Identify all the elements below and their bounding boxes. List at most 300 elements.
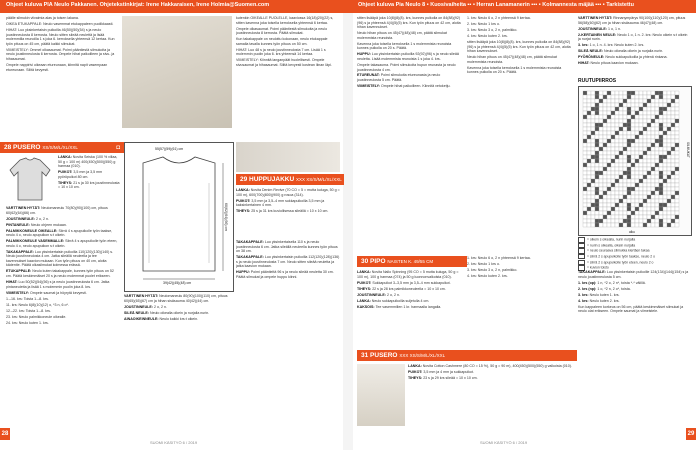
chart-cell: [603, 155, 607, 159]
chart-cell: [643, 207, 647, 211]
chart-cell: [667, 219, 671, 223]
chart-cell: [651, 163, 655, 167]
page-number-right: 29: [686, 428, 696, 440]
chart-cell: [635, 119, 639, 123]
chart-cell: [675, 203, 679, 207]
chart-cell: [635, 219, 639, 223]
paragraph-value: Neulo oikealla oikein ja nurjalla nurin.: [603, 49, 664, 54]
chart-cell: [651, 223, 655, 227]
paragraph-value: Neulo kuten 2. krs.: [589, 298, 620, 303]
chart-cell: [603, 143, 607, 147]
chart-cell: [635, 187, 639, 191]
chart-cell: [623, 211, 627, 215]
chart-cell: [631, 191, 635, 195]
chart-cell: [623, 99, 627, 103]
paragraph-key: 3. krs:: [578, 43, 590, 48]
paragraph: sitten lisääpä joka 10(8)(8)(8). krs, kunnes puikolla on 84(88)(92)(96) s ja yhteensä 4(4)(5)(5) krs. Kun työn pituus on 42 cm, aloita hihan kavennukset.: [467, 39, 571, 54]
chart-cell: [611, 127, 615, 131]
paragraph-key: HUPPU:: [357, 52, 372, 57]
chart-cell: [595, 107, 599, 111]
paragraph-value: Rinnanympärys 90(100)(110)(120) cm, pituus 56(58)(60)(62) cm ja hihan sisäsauma 46(47)(48) cm.: [578, 16, 686, 25]
chart-cell: [647, 131, 651, 135]
chart-cell: [651, 115, 655, 119]
chart-cell: [647, 175, 651, 179]
chart-cell: [611, 167, 615, 171]
chart-cell: [627, 155, 631, 159]
chart-cell: [583, 151, 587, 155]
paragraph: [236, 270, 340, 279]
material-line: [357, 270, 463, 279]
chart-cell: [663, 119, 667, 123]
chart-cell: [607, 95, 611, 99]
chart-cell: [623, 183, 627, 187]
right-col3-text: [578, 16, 690, 66]
chart-cell: [659, 127, 663, 131]
paragraph-key: HUPPU:: [236, 270, 251, 275]
chart-cell: [587, 203, 591, 207]
material-line-value: 22 s ja 28 krs palmikkoneuleella = 10 x 10 cm.: [372, 286, 446, 291]
chart-cell: [623, 111, 627, 115]
chart-cell: [631, 115, 635, 119]
chart-cell: [603, 183, 607, 187]
material-line: [357, 281, 463, 286]
chart-cell: [623, 167, 627, 171]
chart-cell: [583, 107, 587, 111]
chart-cell: [595, 91, 599, 95]
chart-cell: [615, 223, 619, 227]
chart-cell: [655, 203, 659, 207]
chart-cell: [651, 139, 655, 143]
chart-cell: [671, 179, 675, 183]
chart-cell: [591, 91, 595, 95]
chart-cell: [583, 183, 587, 187]
chart-cell: [627, 107, 631, 111]
chart-cell: [627, 183, 631, 187]
chart-cell: [595, 111, 599, 115]
chart-cell: [663, 163, 667, 167]
chart-cell: [635, 171, 639, 175]
chart-cell: [599, 159, 603, 163]
chart-cell: [619, 187, 623, 191]
pattern-28-body: [6, 206, 118, 386]
chart-cell: [647, 223, 651, 227]
chart-cell: [647, 159, 651, 163]
chart-cell: [587, 135, 591, 139]
chart-cell: [675, 103, 679, 107]
chart-cell: [611, 163, 615, 167]
paragraph: [124, 317, 232, 322]
chart-cell: [675, 151, 679, 155]
chart-cell: [599, 175, 603, 179]
chart-cell: [667, 107, 671, 111]
chart-cell: [619, 119, 623, 123]
chart-cell: [671, 127, 675, 131]
paragraph: sitten lisääpä joka 10(8)(8)(8). krs, kunnes puikolla on 84(88)(92)(96) s ja yhteensä 4(4)(5)(5) krs. Kun työn pituus on 42 cm, aloita hihan kavennukset.: [357, 16, 461, 30]
chart-cell: [667, 155, 671, 159]
diagram-top-label: 55(57)(59)(61) cm: [155, 147, 184, 151]
chart-cell: [631, 107, 635, 111]
chart-cell: [647, 207, 651, 211]
pattern-29-body-text-b: [236, 240, 340, 280]
chart-cell: [619, 175, 623, 179]
paragraph: VIIMEISTELY: Ommel olkasaumat. Poimi pääntiestä silmukoita ja neulo joustinneulosta 6 kerrosta. Ompele hihat paikoilleen ja sivu- ja hihasaumat.: [6, 47, 115, 61]
chart-cell: [631, 103, 635, 107]
chart-cell: [603, 95, 607, 99]
chart-cell: [583, 167, 587, 171]
chart-cell: [603, 207, 607, 211]
chart-cell: [603, 115, 607, 119]
chart-cell: [667, 151, 671, 155]
material-line-value: 21 s ja 30 krs joustinneulosta = 10 x 10 cm.: [58, 180, 120, 190]
chart-cell: [615, 91, 619, 95]
chart-cell: [607, 195, 611, 199]
chart-cell: [607, 215, 611, 219]
chart-cell: [631, 155, 635, 159]
chart-cell: [671, 159, 675, 163]
chart-cell: [675, 159, 679, 163]
chart-cell: [599, 107, 603, 111]
chart-cell: [655, 143, 659, 147]
chart-cell: [607, 135, 611, 139]
chart-cell: [595, 99, 599, 103]
chart-cell: [623, 91, 627, 95]
chart-cell: [643, 175, 647, 179]
chart-cell: [619, 199, 623, 203]
pattern-29-body-right: [236, 240, 340, 426]
chart-cell: [591, 175, 595, 179]
chart-cell: [651, 175, 655, 179]
chart-cell: [615, 135, 619, 139]
chart-cell: [615, 171, 619, 175]
paragraph: [578, 49, 690, 54]
chart-cell: [583, 131, 587, 135]
legend-label: = siirrä 2 s apupuikolle työn eteen, neulo 2 o: [587, 260, 654, 265]
paragraph: Ompele nappirivi oikeaan etureunaan, kiinnitä napit vasempaan etureunaan. Silitä kevyesti.: [6, 62, 108, 72]
paragraph: 4. krs: Neulo kuten 2. krs.: [467, 33, 508, 38]
chart-cell: [599, 151, 603, 155]
chart-cell: [635, 107, 639, 111]
chart-cell: [635, 211, 639, 215]
chart-cell: [587, 219, 591, 223]
chart-cell: [639, 139, 643, 143]
chart-cell: [627, 191, 631, 195]
chart-cell: [587, 163, 591, 167]
chart-cell: [587, 175, 591, 179]
chart-cell: [631, 171, 635, 175]
chart-cell: [663, 147, 667, 151]
chart-cell: [639, 115, 643, 119]
pattern-28-banner: [0, 142, 124, 153]
chart-cell: [607, 203, 611, 207]
chart-cell: [615, 187, 619, 191]
chart-cell: [583, 179, 587, 183]
chart-cell: [675, 183, 679, 187]
paragraph-key: JOUSTINNEULE:: [124, 304, 154, 309]
chart-cell: [675, 95, 679, 99]
material-line: [408, 364, 573, 369]
chart-cell: [619, 103, 623, 107]
paragraph-key: JOUSTINNEULE:: [6, 216, 36, 221]
paragraph-key: PINTANEULE:: [6, 222, 31, 227]
paragraph-key: HIHAT:: [6, 280, 19, 285]
paragraph-value: Neulo kuten 1. krs.: [589, 292, 620, 297]
chart-cell: [671, 91, 675, 95]
paragraph: [6, 223, 118, 228]
chart-cell: [603, 159, 607, 163]
paragraph: [578, 33, 690, 42]
chart-cell: [659, 187, 663, 191]
chart-cell: [659, 107, 663, 111]
chart-cell: [647, 211, 651, 215]
chart-cell: [639, 171, 643, 175]
chart-cell: [631, 167, 635, 171]
chart-cell: [667, 147, 671, 151]
chart-cell: [607, 119, 611, 123]
chart-cell: [655, 151, 659, 155]
chart-cell: [643, 131, 647, 135]
chart-cell: [663, 159, 667, 163]
material-line: [58, 170, 120, 179]
chart-cell: [587, 167, 591, 171]
chart-cell: [647, 135, 651, 139]
chart-cell: [659, 103, 663, 107]
chart-cell: [627, 139, 631, 143]
chart-cell: [659, 223, 663, 227]
chart-cell: [667, 123, 671, 127]
chart-cell: [647, 119, 651, 123]
chart-cell: [611, 187, 615, 191]
chart-cell: [611, 183, 615, 187]
chart-cell: [623, 135, 627, 139]
chart-cell: [619, 99, 623, 103]
paragraph-value: 2 o, 2 n.: [153, 304, 167, 309]
paragraph-key: HIHAT:: [578, 61, 591, 66]
chart-cell: [599, 111, 603, 115]
material-line: [236, 209, 340, 214]
chart-cell: [643, 163, 647, 167]
chart-cell: [591, 195, 595, 199]
paragraph: [357, 299, 463, 304]
chart-cell: [663, 115, 667, 119]
chart-cell: [647, 123, 651, 127]
chart-cell: [663, 191, 667, 195]
chart-cell: [623, 191, 627, 195]
chart-cell: [667, 119, 671, 123]
chart-cell: [643, 139, 647, 143]
chart-cell: [631, 139, 635, 143]
chart-cell: [651, 167, 655, 171]
paragraph-value: Neulomaneulu 70(80)(90)(100) cm, pituus 60(62)(64)(66) cm.: [6, 206, 108, 215]
chart-cell: [591, 139, 595, 143]
paragraph-value: 1 o, 1 n. 4. krs: Neulo kuten 2. krs.: [589, 43, 645, 48]
paragraph-value: Poimi pääntieltä 96 s ja neulo sileää neuletta 30 cm. Päätä silmukat ja ompele huppu kiinni.: [236, 270, 334, 279]
paragraph: Kun takakappale on neulottu kokonaan, neulo etukappale samalla tavalla kunnes työn pituus on 50 cm.: [236, 37, 328, 46]
chart-cell: [659, 91, 663, 95]
paragraph-value: 2 o, 2 n.: [35, 216, 49, 221]
chart-cell: [623, 223, 627, 227]
chart-cell: [615, 195, 619, 199]
chart-cell: [599, 187, 603, 191]
chart-cell: [607, 191, 611, 195]
chart-cell: [587, 107, 591, 111]
paragraph-key: JOUSTINNEULE:: [578, 26, 608, 31]
camera-icon: ◘: [116, 145, 120, 151]
chart-cell: [647, 99, 651, 103]
chart-cell: [611, 219, 615, 223]
chart-cell: [651, 123, 655, 127]
chart-cell: [659, 215, 663, 219]
chart-cell: [655, 191, 659, 195]
chart-cell: [647, 195, 651, 199]
chart-cell: [583, 95, 587, 99]
chart-cell: [619, 211, 623, 215]
chart-cell: [587, 199, 591, 203]
material-line-key: PUIKOT:: [236, 198, 252, 203]
chart-cell: [663, 135, 667, 139]
chart-cell: [671, 183, 675, 187]
chart-cell: [671, 211, 675, 215]
chart-cell: [643, 111, 647, 115]
chart-cell: [599, 135, 603, 139]
pattern-28-materials: [58, 155, 120, 205]
chart-cell: [603, 123, 607, 127]
chart-cell: [587, 111, 591, 115]
chart-cell: [591, 215, 595, 219]
chart-cell: [663, 103, 667, 107]
paragraph-key: KAKSOIS:: [357, 304, 376, 309]
row-instruction: 3. krs: Neulo 3 o, 2 n, palmikko.: [467, 267, 518, 272]
chart-cell: [623, 127, 627, 131]
chart-cell: [595, 103, 599, 107]
chart-cell: [591, 107, 595, 111]
chart-cell: [591, 211, 595, 215]
chart-cell: [607, 183, 611, 187]
paragraph-value: Tee vasemmillen 1 kr. harmaalla langalla.: [375, 304, 442, 309]
chart-cell: [651, 143, 655, 147]
chart-cell: [627, 95, 631, 99]
chart-cell: [587, 127, 591, 131]
chart-cell: [583, 219, 587, 223]
chart-cell: [667, 187, 671, 191]
chart-cell: [667, 191, 671, 195]
chart-cell: [671, 171, 675, 175]
paragraph-value: 1 n, *2 o, 2 n*, toista *-* välillä.: [597, 280, 646, 285]
paragraph: [357, 293, 463, 298]
chart-cell: [647, 147, 651, 151]
chart-cell: [663, 199, 667, 203]
chart-cell: [663, 139, 667, 143]
chart-cell: [631, 123, 635, 127]
chart-cell: [615, 219, 619, 223]
chart-cell: [663, 211, 667, 215]
chart-cell: [647, 199, 651, 203]
chart-cell: [651, 91, 655, 95]
chart-cell: [627, 91, 631, 95]
material-line-key: TIHEYS:: [408, 375, 424, 380]
chart-cell: [643, 127, 647, 131]
chart-cell: [663, 151, 667, 155]
pattern-31-sizes: XXX XS/S/M/L/XL/XXL: [399, 353, 446, 358]
chart-cell: [607, 99, 611, 103]
chart-cell: [583, 91, 587, 95]
chart-cell: [639, 215, 643, 219]
chart-cell: [651, 151, 655, 155]
chart-cell: [671, 99, 675, 103]
chart-cell: [611, 179, 615, 183]
chart-cell: [627, 147, 631, 151]
chart-cell: [611, 155, 615, 159]
chart-cell: [627, 111, 631, 115]
chart-cell: [591, 111, 595, 115]
pattern-28-body-text: [6, 206, 118, 295]
chart-cell: [635, 199, 639, 203]
paragraph-value: Luo 50(52)(54)(56) s ja neulo joustinneulosta 6 cm. Jatka pintaneuletta ja lisää 1 s molemmin puolin joka 8. krs.: [6, 280, 110, 289]
chart-cell: [623, 131, 627, 135]
chart-cell: [623, 107, 627, 111]
chart-cell: [651, 155, 655, 159]
schematic-diagram-28: [124, 142, 234, 292]
chart-cell: [627, 163, 631, 167]
chart-cell: [583, 147, 587, 151]
chart-cell: [635, 127, 639, 131]
chart-cell: [627, 99, 631, 103]
chart-cell: [671, 199, 675, 203]
chart-cell: [603, 103, 607, 107]
chart-cell: [635, 103, 639, 107]
chart-cell: [587, 115, 591, 119]
chart-cell: [647, 103, 651, 107]
paragraph-key: PYÖRÖNEULE:: [578, 55, 606, 60]
chart-cell: [671, 119, 675, 123]
chart-cell: [583, 195, 587, 199]
chart-cell: [587, 151, 591, 155]
paragraph-key: TAKAKAPPALE:: [236, 240, 265, 244]
chart-cell: [611, 139, 615, 143]
chart-cell: [619, 111, 623, 115]
chart-cell: [627, 219, 631, 223]
chart-cell: [623, 215, 627, 219]
chart-cell: [611, 203, 615, 207]
chart-cell: [671, 167, 675, 171]
chart-cell: [599, 199, 603, 203]
legend-label: = neulo seuraava silmukka kiertäen takaa: [587, 248, 650, 253]
chart-cell: [671, 223, 675, 227]
paragraph: [6, 250, 118, 268]
material-line-key: LANKA:: [408, 364, 423, 368]
paragraph: OIKEA ETUKAPPALE: Neulo vasemmat etukappaleen puolikkaasti.: [6, 21, 114, 26]
chart-cell: [675, 115, 679, 119]
chart-cell: [631, 215, 635, 219]
chart-cell: [667, 163, 671, 167]
chart-cell: [591, 135, 595, 139]
chart-cell: [631, 211, 635, 215]
chart-cell: [663, 167, 667, 171]
chart-cell: [635, 167, 639, 171]
chart-side-label: SILMUKAT: [686, 142, 690, 158]
chart-cell: [591, 187, 595, 191]
pattern-28-title: 28 PUSERO: [4, 144, 41, 151]
chart-cell: [639, 191, 643, 195]
chart-cell: [603, 215, 607, 219]
pattern-31-photo: [357, 364, 405, 426]
chart-cell: [587, 187, 591, 191]
chart-cell: [607, 155, 611, 159]
chart-cell: [659, 179, 663, 183]
chart-legend: [578, 237, 690, 271]
chart-cell: [667, 99, 671, 103]
chart-cell: [671, 123, 675, 127]
chart-cell: [599, 139, 603, 143]
